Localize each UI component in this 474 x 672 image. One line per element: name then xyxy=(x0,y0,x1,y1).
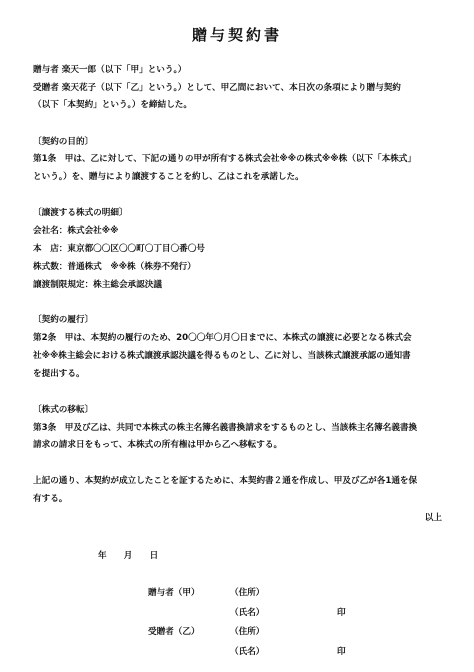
section-heading: 〔譲渡する株式の明細〕 xyxy=(33,208,128,218)
section-text: 譲渡制限規定：株主総会承認決議 xyxy=(33,280,162,290)
section-text: 会社名：株式会社※※ xyxy=(33,226,119,236)
intro-line: （以下「本契約」という。）を締結した。 xyxy=(33,100,192,110)
seal-mark: 印 xyxy=(337,608,346,618)
closing-text: 有する。 xyxy=(33,494,68,504)
signer-role: 贈与者（甲） xyxy=(148,588,200,598)
closing-text: 上記の通り、本契約が成立したことを証するために、本契約書２通を作成し、甲及び乙が各1通を保 xyxy=(33,476,418,486)
section-heading: 〔株式の移転〕 xyxy=(33,405,94,415)
name-label: （氏名） xyxy=(230,647,265,657)
address-label: （住所） xyxy=(230,627,265,637)
seal-mark: 印 xyxy=(337,647,346,657)
address-label: （住所） xyxy=(230,588,265,598)
section-text: 第3条 甲及び乙は、共同で本株式の株主名簿名義書換請求をするものとし、当該株主名簿名義書換 xyxy=(33,423,418,433)
document-title: 贈与契約書 xyxy=(191,26,282,44)
section-text: 請求の請求日をもって、本株式の所有権は甲から乙へ移転する。 xyxy=(33,440,283,450)
section-text: 第2条 甲は、本契約の履行のため、20〇〇年〇月〇日までに、本株式の譲渡に必要となる株式会 xyxy=(33,333,412,343)
signer-role: 受贈者（乙） xyxy=(148,627,200,637)
section-text: 株式数：普通株式 ※※株（株券不発行） xyxy=(33,262,196,272)
section-text: 本 店：東京都〇〇区〇〇町〇丁目〇番〇号 xyxy=(33,244,205,254)
section-heading: 〔契約の目的〕 xyxy=(33,137,94,147)
ijou-mark: 以上 xyxy=(424,513,442,523)
intro-line: 受贈者 楽天花子（以下「乙」という。）として、甲乙間において、本日次の条項により贈与契約 xyxy=(33,83,401,93)
section-text: を提出する。 xyxy=(33,369,85,379)
intro-line: 贈与者 楽天一郎（以下「甲」という。） xyxy=(33,65,187,75)
section-text: 社※※株主総会における株式譲渡承認決議を得るものとし、乙に対し、当該株式譲渡承認の通知書 xyxy=(33,351,411,361)
date-line: 年 月 日 xyxy=(98,551,159,561)
section-text: という。）を、贈与により譲渡することを約し、乙はこれを承諾した。 xyxy=(33,172,304,182)
name-label: （氏名） xyxy=(230,608,265,618)
section-text: 第1条 甲は、乙に対して、下記の通りの甲が所有する株式会社※※の株式※※株（以下「本株式」 xyxy=(33,154,416,164)
section-heading: 〔契約の履行〕 xyxy=(33,315,94,325)
